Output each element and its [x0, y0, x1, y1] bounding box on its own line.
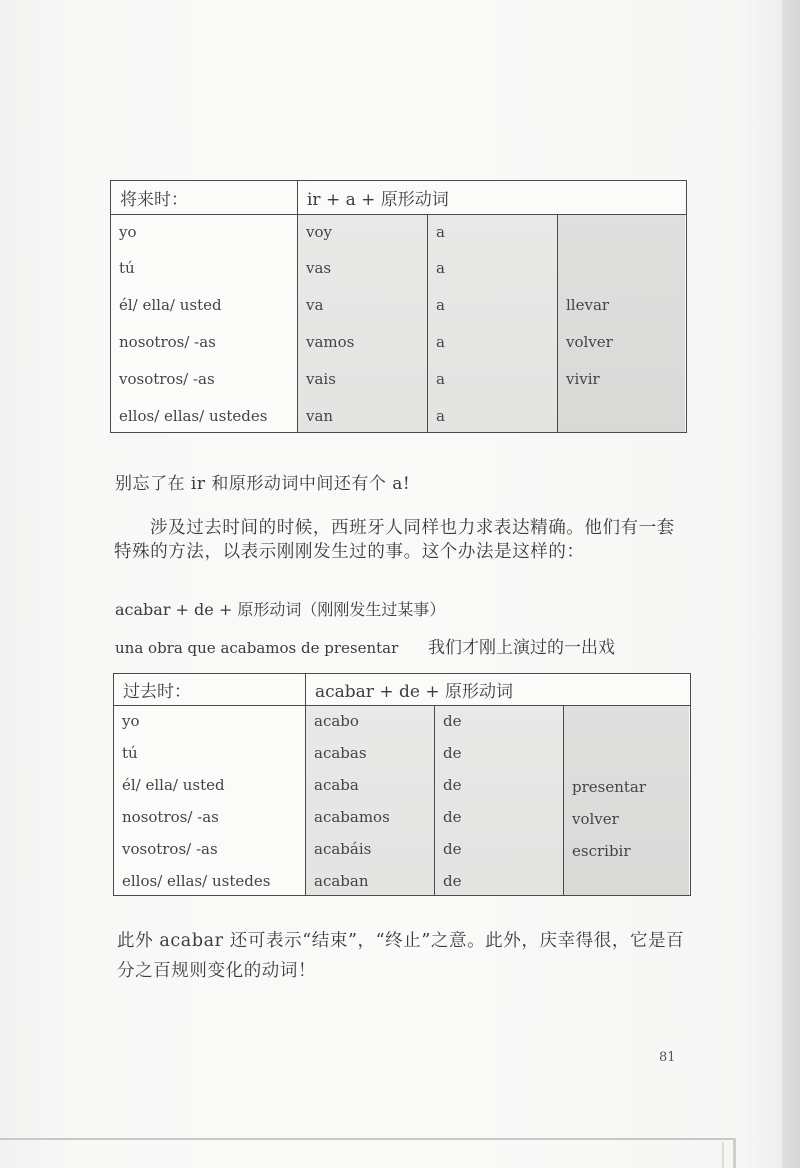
particle: a	[436, 333, 445, 351]
particle: de	[443, 808, 462, 826]
particle-column	[434, 705, 564, 895]
reminder-note: 别忘了在 ir 和原形动词中间还有个 a!	[115, 474, 411, 494]
verb-form: acabáis	[314, 840, 372, 858]
verb-form: vais	[306, 370, 336, 388]
tense-formula: ir + a + 原形动词	[307, 190, 449, 210]
infinitive-column	[563, 705, 689, 895]
page-edge-strip	[782, 0, 800, 1168]
pronoun-column	[114, 705, 305, 895]
particle: a	[436, 296, 445, 314]
scan-edge-mark	[733, 1138, 736, 1168]
pronoun: ellos/ ellas/ ustedes	[119, 407, 268, 425]
verb-form-column	[297, 214, 428, 432]
recent-past-table	[113, 673, 691, 896]
verb-form: va	[306, 296, 324, 314]
tense-formula: acabar + de + 原形动词	[315, 682, 513, 702]
pronoun: yo	[122, 712, 140, 730]
verb-form: acaba	[314, 776, 359, 794]
particle: de	[443, 712, 462, 730]
verb-form: acabo	[314, 712, 359, 730]
table-header	[111, 181, 686, 215]
pronoun: él/ ella/ usted	[122, 776, 225, 794]
particle: a	[436, 259, 445, 277]
infinitive: escribir	[572, 842, 631, 860]
infinitive: volver	[566, 333, 613, 351]
verb-form: vamos	[306, 333, 355, 351]
infinitive: llevar	[566, 296, 610, 314]
verb-form: van	[306, 407, 334, 425]
particle: de	[443, 840, 462, 858]
infinitive-column	[557, 214, 685, 432]
scan-edge-mark	[722, 1142, 724, 1168]
example-spanish: una obra que acabamos de presentar	[115, 639, 399, 657]
tense-label: 将来时：	[111, 181, 298, 214]
verb-form: voy	[306, 223, 332, 241]
example-chinese: 我们才刚上演过的一出戏	[428, 638, 615, 658]
particle: de	[443, 744, 462, 762]
pronoun: vosotros/ -as	[119, 370, 215, 388]
pronoun: tú	[122, 744, 138, 762]
verb-form: acaban	[314, 872, 369, 890]
pronoun: nosotros/ -as	[122, 808, 219, 826]
particle-column	[427, 214, 558, 432]
verb-form: acabas	[314, 744, 367, 762]
closing-paragraph: 此外 acabar 还可表示“结束”，“终止”之意。此外，庆幸得很，它是百分之百规则变化的动词！	[117, 931, 685, 981]
table-header	[114, 674, 690, 706]
pronoun: ellos/ ellas/ ustedes	[122, 872, 271, 890]
infinitive: vivir	[566, 370, 600, 388]
particle: a	[436, 407, 445, 425]
future-tense-table	[110, 180, 687, 433]
verb-form-column	[305, 705, 435, 895]
particle: de	[443, 776, 462, 794]
pronoun: él/ ella/ usted	[119, 296, 222, 314]
pronoun-column	[111, 214, 297, 432]
scan-bottom-edge	[0, 1138, 735, 1140]
particle: a	[436, 370, 445, 388]
formula-line: acabar + de + 原形动词（刚刚发生过某事）	[115, 600, 446, 619]
verb-form: vas	[306, 259, 332, 277]
pronoun: tú	[119, 259, 135, 277]
tense-label: 过去时：	[114, 674, 306, 705]
pronoun: nosotros/ -as	[119, 333, 216, 351]
particle: de	[443, 872, 462, 890]
pronoun: vosotros/ -as	[122, 840, 218, 858]
verb-form: acabamos	[314, 808, 390, 826]
particle: a	[436, 223, 445, 241]
infinitive: presentar	[572, 778, 647, 796]
infinitive: volver	[572, 810, 619, 828]
pronoun: yo	[119, 223, 137, 241]
explanation-paragraph: 涉及过去时间的时候，西班牙人同样也力求表达精确。他们有一套特殊的方法，以表示刚刚发生过的事。这个办法是这样的：	[114, 518, 675, 562]
page-number: 81	[659, 1050, 676, 1065]
